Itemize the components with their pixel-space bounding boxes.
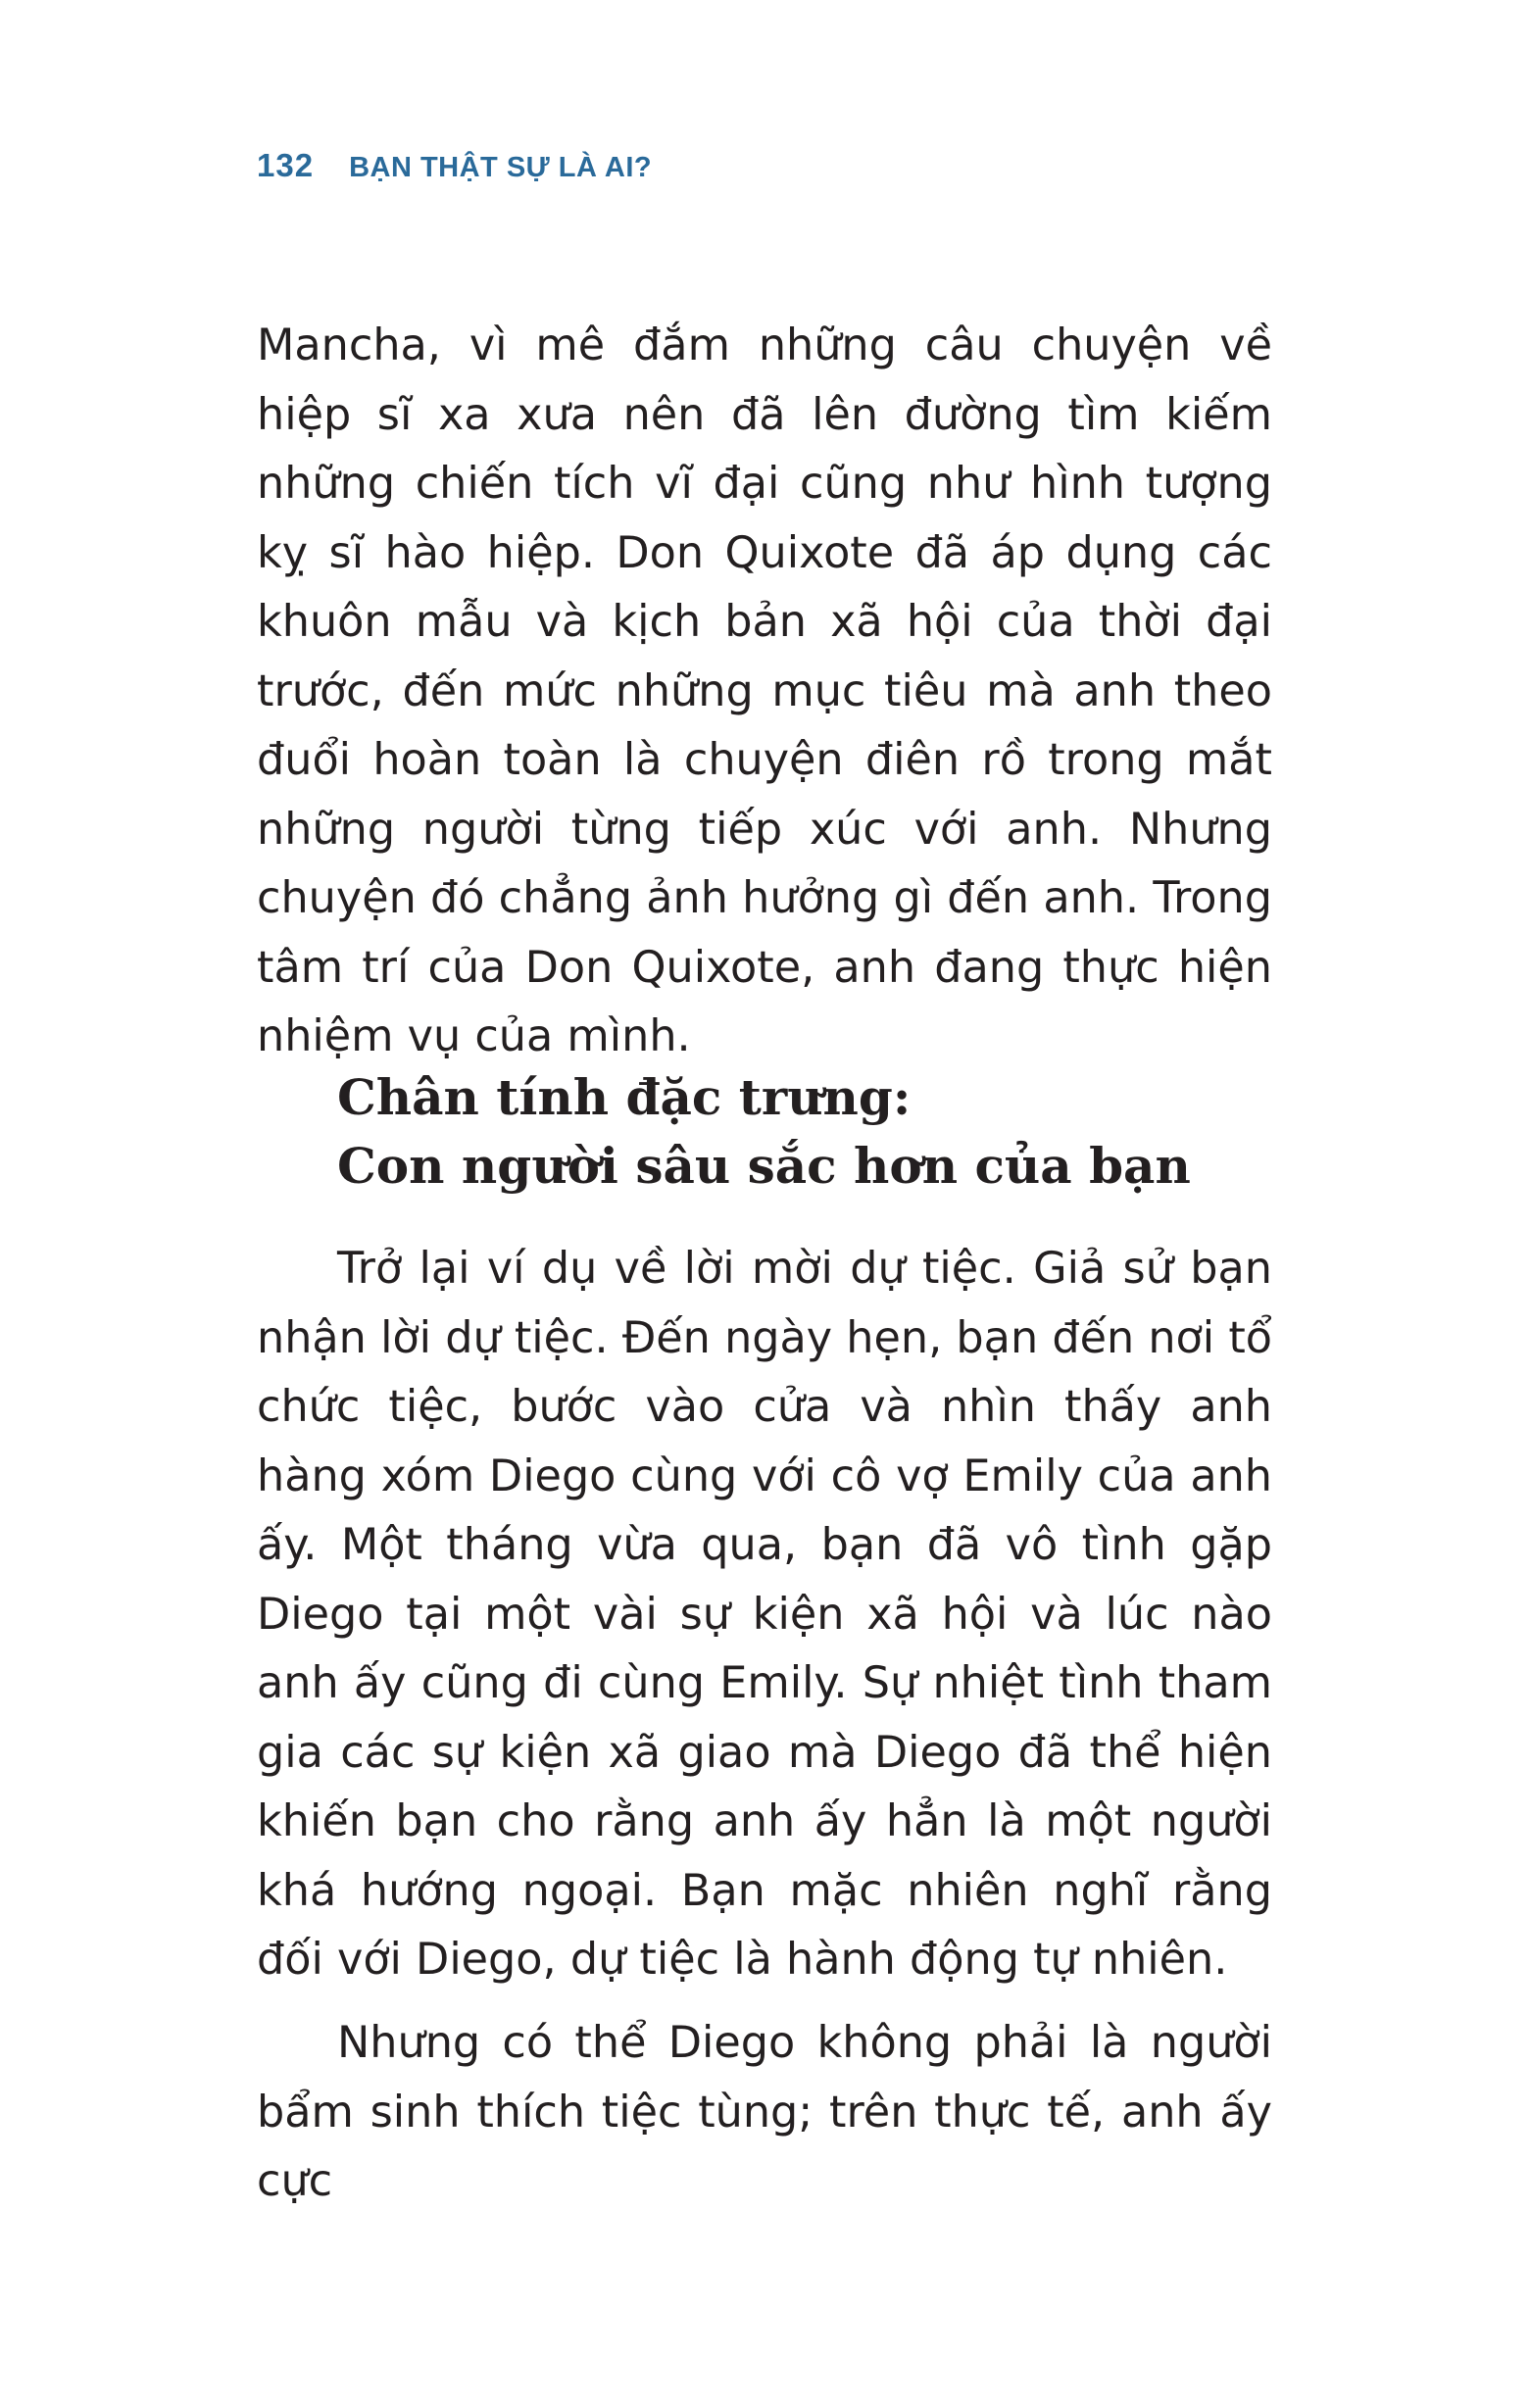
section-heading	[337, 1063, 1278, 1201]
book-title: BẠN THẬT SỰ LÀ AI?	[349, 152, 653, 183]
section-heading-line-1: Chân tính đặc trưng:	[337, 1068, 912, 1126]
paragraph-party-example: Trở lại ví dụ về lời mời dự tiệc. Giả sử bạn nhận lời dự tiệc. Đến ngày hẹn, bạn đến nơi tổ chức tiệc, bước vào cửa và nhìn thấy anh hàng xóm Diego cùng với cô vợ Emily của anh ấy. Một tháng vừa qua, bạn đã vô tình gặp Diego tại một vài sự kiện xã hội và lúc nào anh ấy cũng đi cùng Emily. Sự nhiệt tình tham gia các sự kiện xã giao mà Diego đã thể hiện khiến bạn cho rằng anh ấy hẳn là một người khá hướng ngoại. Bạn mặc nhiên nghĩ rằng đối với Diego, dự tiệc là hành động tự nhiên.	[257, 1244, 1272, 1985]
body-block-3	[257, 2009, 1272, 2217]
section-heading-line-2: Con người sâu sắc hơn của bạn	[337, 1137, 1191, 1195]
body-block-1	[257, 312, 1272, 1072]
paragraph-diego: Nhưng có thể Diego không phải là người bẩm sinh thích tiệc tùng; trên thực tế, anh ấy cực	[257, 2018, 1272, 2206]
paragraph-don-quixote: Mancha, vì mê đắm những câu chuyện về hiệp sĩ xa xưa nên đã lên đường tìm kiếm những chiến tích vĩ đại cũng như hình tượng kỵ sĩ hào hiệp. Don Quixote đã áp dụng các khuôn mẫu và kịch bản xã hội của thời đại trước, đến mức những mục tiêu mà anh theo đuổi hoàn toàn là chuyện điên rồ trong mắt những người từng tiếp xúc với anh. Nhưng chuyện đó chẳng ảnh hưởng gì đến anh. Trong tâm trí của Don Quixote, anh đang thực hiện nhiệm vụ của mình.	[257, 320, 1272, 1061]
body-block-2	[257, 1235, 1272, 1995]
page-number: 132	[257, 147, 315, 183]
running-header	[257, 147, 652, 196]
